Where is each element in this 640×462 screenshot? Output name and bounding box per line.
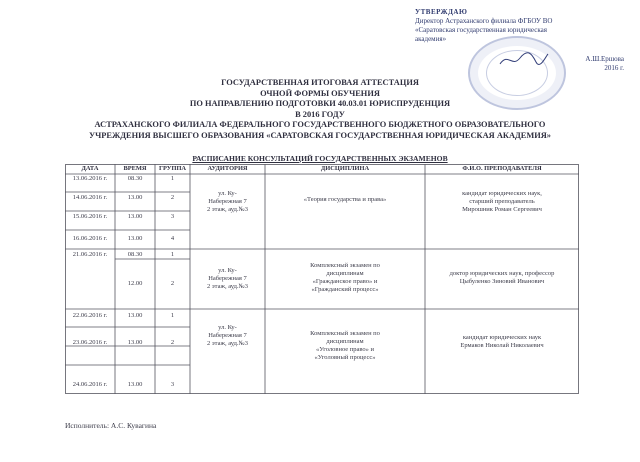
approval-line-2: «Саратовская государственная юридическая: [415, 26, 547, 34]
header-time: ВРЕМЯ: [123, 165, 147, 172]
row-4-group: 4: [170, 235, 175, 242]
schedule-title: РАСПИСАНИЕ КОНСУЛЬТАЦИЙ ГОСУДАРСТВЕННЫХ ЭКЗАМЕНОВ: [192, 154, 448, 163]
block-3-discipline-line-1: Комплексный экзамен по: [310, 330, 380, 337]
block-1-discipline-line-1: «Теория государства и права»: [303, 196, 387, 203]
block-1-room-line-1: ул. Ку-: [218, 190, 237, 197]
row-1-group: 1: [170, 175, 175, 182]
row-9-time: 13.00: [127, 381, 143, 388]
row-8-time: 13.00: [127, 339, 143, 346]
block-3-teacher-line-1: кандидат юридических наук: [462, 334, 542, 341]
schedule-table: [65, 164, 579, 394]
header-line-2: ОЧНОЙ ФОРМЫ ОБУЧЕНИЯ: [260, 88, 380, 98]
block-3-teacher-line-2: Ермаков Николай Николаевич: [460, 342, 544, 349]
row-7-time: 13.00: [127, 312, 143, 319]
approval-title: УТВЕРЖДАЮ: [415, 8, 468, 16]
row-3-group: 3: [170, 213, 175, 220]
block-2-teacher-line-1: доктор юридических наук, профессор: [449, 270, 555, 277]
approval-line-1: Директор Астраханского филиала ФГБОУ ВО: [415, 17, 553, 25]
header-line-6: УЧРЕЖДЕНИЯ ВЫСШЕГО ОБРАЗОВАНИЯ «САРАТОВСКАЯ ГОСУДАРСТВЕННАЯ ЮРИДИЧЕСКАЯ АКАДЕМИЯ»: [89, 130, 551, 140]
header-teacher: Ф.И.О. ПРЕПОДАВАТЕЛЯ: [462, 165, 542, 172]
block-3-discipline-line-2: дисциплинам: [326, 338, 364, 345]
block-3-discipline-line-3: «Уголовное право» и: [315, 346, 375, 353]
row-1-date: 13.06.2016 г.: [72, 175, 108, 182]
row-6-group: 2: [170, 280, 175, 287]
row-2-time: 13.00: [127, 194, 143, 201]
row-2-date: 14.06.2016 г.: [72, 194, 108, 201]
block-2-room-line-3: 2 этаж, ауд.№3: [207, 283, 248, 290]
block-1-teacher-line-1: кандидат юридических наук,: [462, 190, 542, 197]
block-1-teacher-line-2: старший преподаватель: [469, 198, 535, 205]
row-5-time: 08.30: [127, 251, 143, 258]
header-line-3: ПО НАПРАВЛЕНИЮ ПОДГОТОВКИ 40.03.01 ЮРИСПРУДЕНЦИЯ: [189, 99, 451, 108]
block-3-discipline-line-4: «Уголовный процесс»: [314, 354, 376, 361]
header-room: АУДИТОРИЯ: [207, 165, 248, 172]
block-2-discipline-line-2: дисциплинам: [326, 270, 364, 277]
block-2-discipline-line-1: Комплексный экзамен по: [310, 262, 380, 269]
block-2-room-line-1: ул. Ку-: [218, 267, 237, 274]
composer-note: Исполнитель: А.С. Кувагина: [65, 421, 157, 430]
row-4-date: 16.06.2016 г.: [72, 235, 108, 242]
header-line-4: В 2016 ГОДУ: [295, 109, 345, 119]
block-1-room: [190, 190, 265, 214]
block-2-teacher: [425, 270, 579, 286]
header-discipline: ДИСЦИПЛИНА: [320, 165, 370, 172]
block-3-room-line-1: ул. Ку-: [218, 324, 237, 331]
block-1-discipline: [265, 196, 425, 204]
header-line-1: ГОСУДАРСТВЕННАЯ ИТОГОВАЯ АТТЕСТАЦИЯ: [221, 78, 419, 87]
row-9-group: 3: [170, 381, 175, 388]
row-6-time: 12.00: [127, 280, 143, 287]
block-3-room-line-2: Набережная 7: [208, 332, 247, 339]
row-4-time: 13.00: [127, 235, 143, 242]
block-3-discipline: [265, 330, 425, 362]
row-8-group: 2: [170, 339, 175, 346]
approval-signer: А.Ш.Ершова: [585, 55, 624, 63]
row-2-group: 2: [170, 194, 175, 201]
block-1-room-line-2: Набережная 7: [208, 198, 247, 205]
row-5-group: 1: [170, 251, 175, 258]
row-9-date: 24.06.2016 г.: [72, 381, 108, 388]
block-1-room-line-3: 2 этаж, ауд.№3: [207, 206, 248, 213]
block-2-discipline-line-3: «Гражданское право» и: [312, 278, 378, 285]
block-2-teacher-line-2: Цыбуленко Зиновий Иванович: [459, 278, 545, 285]
block-2-discipline: [265, 262, 425, 294]
block-2-room: [190, 267, 265, 291]
row-7-group: 1: [170, 312, 175, 319]
document-header: [60, 78, 580, 141]
row-5-date: 21.06.2016 г.: [72, 251, 108, 258]
block-1-teacher: [425, 190, 579, 214]
row-3-time: 13.00: [127, 213, 143, 220]
approval-line-3: академия»: [415, 35, 447, 43]
header-group: ГРУППА: [158, 165, 187, 172]
block-2-room-line-2: Набережная 7: [208, 275, 247, 282]
block-3-room: [190, 324, 265, 348]
header-date: ДАТА: [81, 165, 99, 172]
approval-year: 2016 г.: [604, 64, 624, 72]
row-8-date: 23.06.2016 г.: [72, 339, 108, 346]
block-3-teacher: [425, 334, 579, 350]
block-3-room-line-3: 2 этаж, ауд.№3: [207, 340, 248, 347]
block-2-discipline-line-4: «Гражданский процесс»: [311, 286, 379, 293]
row-1-time: 08.30: [127, 175, 143, 182]
handwritten-signature: [498, 50, 550, 68]
block-1-teacher-line-3: Мирошник Роман Сергеевич: [462, 206, 542, 213]
row-7-date: 22.06.2016 г.: [72, 312, 108, 319]
header-line-5: АСТРАХАНСКОГО ФИЛИАЛА ФЕДЕРАЛЬНОГО ГОСУДАРСТВЕННОГО БЮДЖЕТНОГО ОБРАЗОВАТЕЛЬНОГО: [94, 120, 546, 129]
row-3-date: 15.06.2016 г.: [72, 213, 108, 220]
